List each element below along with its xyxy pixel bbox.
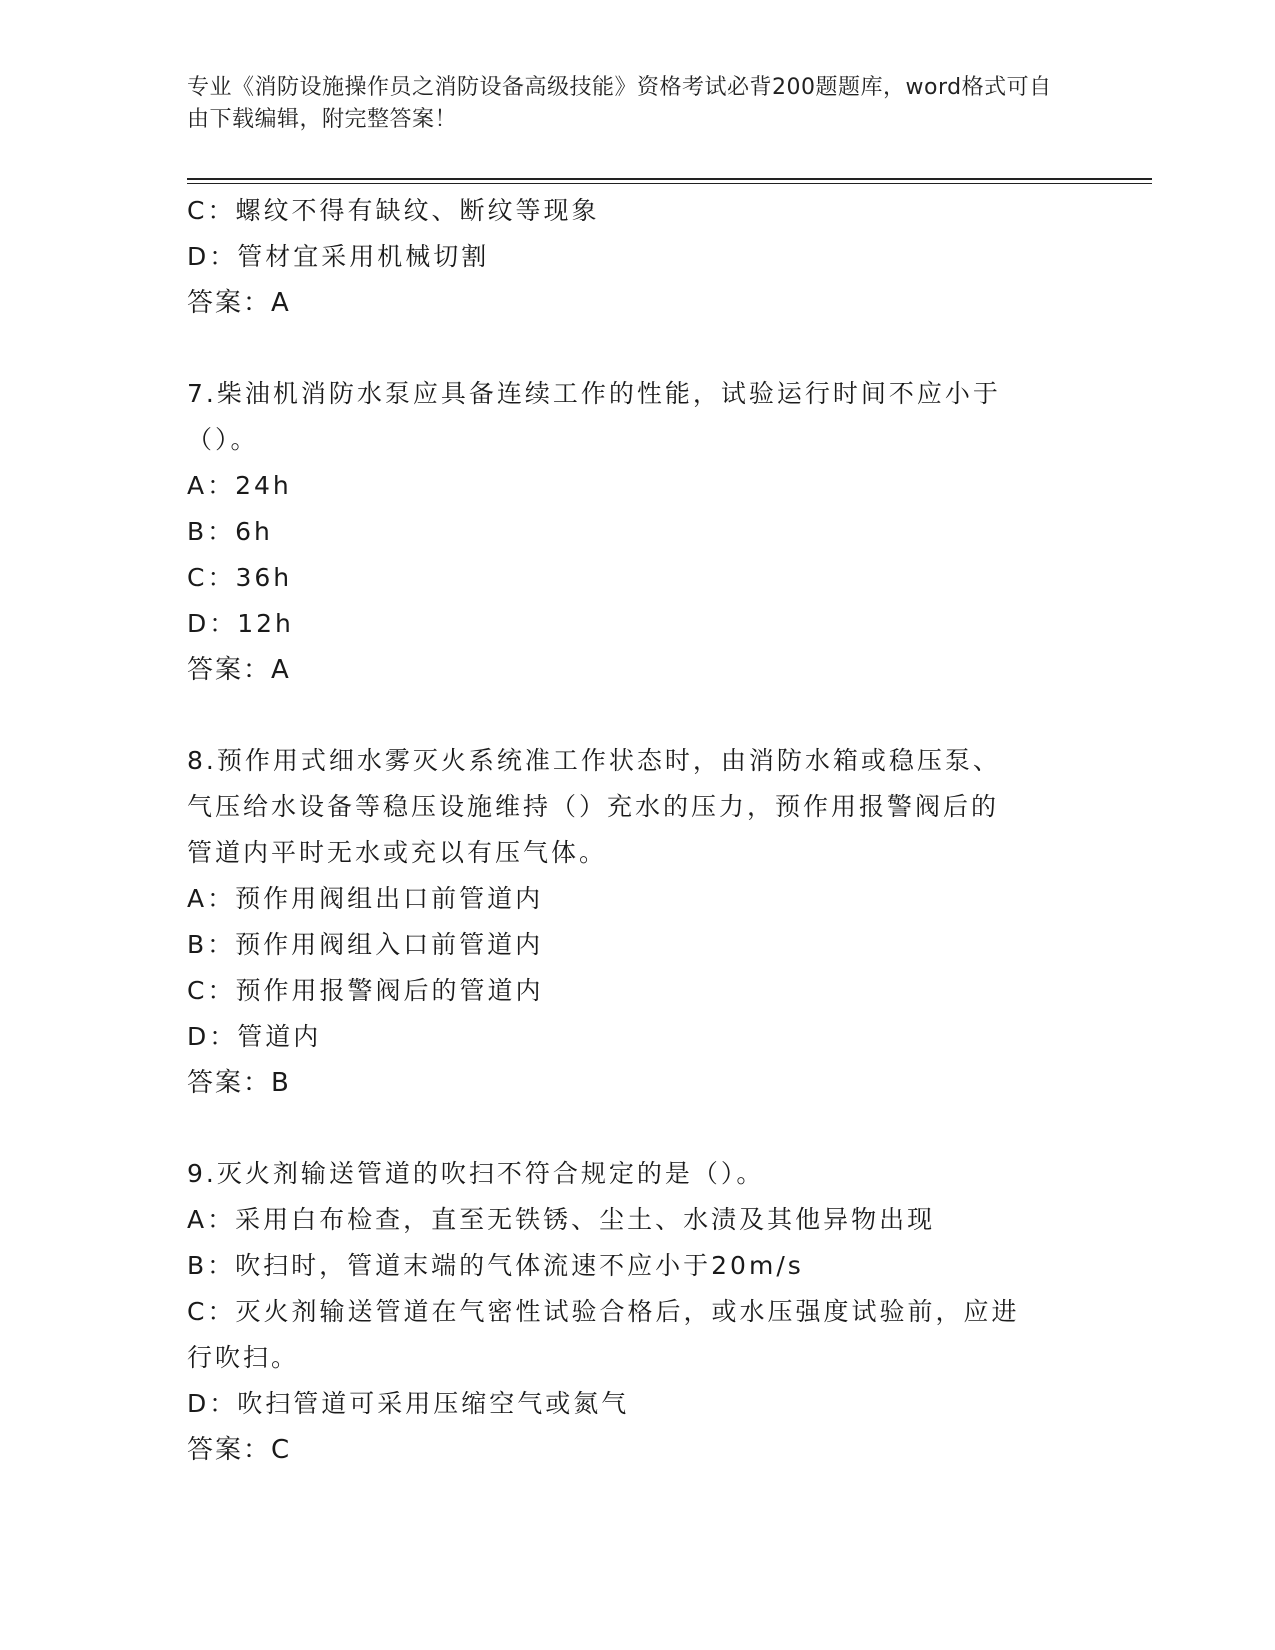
question-list — [187, 188, 1077, 1473]
header-divider-thin — [187, 183, 1152, 184]
option-d: D：管道内 — [187, 1022, 322, 1051]
option-b: B：预作用阀组入口前管道内 — [187, 930, 544, 959]
option-d: D：吹扫管道可采用压缩空气或氮气 — [187, 1389, 630, 1418]
option-c: C：预作用报警阀后的管道内 — [187, 976, 544, 1005]
option-b: B：吹扫时，管道末端的气体流速不应小于20m/s — [187, 1251, 804, 1280]
answer: 答案：A — [187, 655, 291, 685]
answer: 答案：B — [187, 1068, 291, 1098]
question-stem-7: 7.柴油机消防水泵应具备连续工作的性能，试验运行时间不应小于（）。 — [187, 379, 1001, 454]
document-header: 专业《消防设施操作员之消防设备高级技能》资格考试必背200题题库，word格式可自由下载编辑，附完整答案！ — [187, 75, 1052, 132]
header-divider-thick — [187, 178, 1152, 180]
option-a: A：24h — [187, 471, 292, 500]
question-stem-9: 9.灭火剂输送管道的吹扫不符合规定的是（）。 — [187, 1159, 765, 1188]
question-stem-8: 8.预作用式细水雾灭火系统准工作状态时，由消防水箱或稳压泵、气压给水设备等稳压设施维持（）充水的压力，预作用报警阀后的管道内平时无水或充以有压气体。 — [187, 746, 1001, 867]
option-c: C：36h — [187, 563, 293, 592]
option-b: B：6h — [187, 517, 273, 546]
option-c: C：螺纹不得有缺纹、断纹等现象 — [187, 196, 600, 225]
answer: 答案：A — [187, 288, 291, 318]
option-a: A：采用白布检查，直至无铁锈、尘土、水渍及其他异物出现 — [187, 1205, 936, 1234]
option-d: D：12h — [187, 609, 294, 638]
option-d: D：管材宜采用机械切割 — [187, 242, 490, 271]
option-a: A：预作用阀组出口前管道内 — [187, 884, 544, 913]
answer: 答案：C — [187, 1435, 292, 1465]
option-c: C：灭火剂输送管道在气密性试验合格后，或水压强度试验前，应进行吹扫。 — [187, 1297, 1020, 1372]
